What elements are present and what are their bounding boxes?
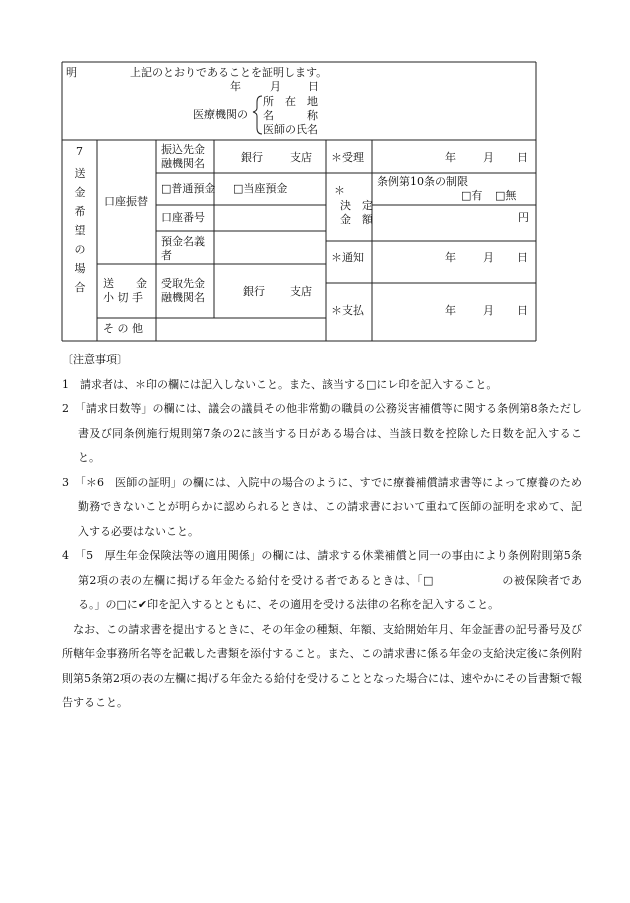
- limit-yes-checkbox[interactable]: □有: [461, 189, 483, 202]
- cert-date-year: 年: [230, 80, 241, 93]
- mei-label: 明: [66, 66, 77, 79]
- note-item-3: 3 「＊6 医師の証明」の欄には、入院中の場合のように、すでに療養補償請求書等によって療養のため勤務できないことが明らかに認められるときは、この請求書において重ねて医師の証明を求めて、記入する必要はないこと。: [62, 475, 582, 538]
- cert-date-month: 月: [270, 80, 281, 93]
- medical-institution-label: 医療機関の: [193, 108, 248, 121]
- section-number: 7: [76, 145, 83, 158]
- ordinance-limit-label: 条例第10条の制限: [377, 175, 468, 188]
- payment-day: 日: [517, 304, 528, 317]
- form-table-frame: [0, 0, 630, 345]
- yen-label: 円: [518, 211, 529, 224]
- notice-year: 年: [445, 251, 456, 264]
- note-item-1: 1 請求者は、＊印の欄には記入しないこと。また、該当する□にレ印を記入すること。: [62, 377, 498, 391]
- account-number-label: 口座番号: [161, 211, 205, 224]
- remittance-vertical-title: 送 金 希 望 の 場 合: [74, 167, 86, 294]
- other-label: そ の 他: [103, 322, 143, 335]
- certify-statement: 上記のとおりであることを証明します。: [130, 66, 328, 79]
- ordinary-deposit-checkbox[interactable]: □普通預金: [161, 182, 216, 195]
- bank-label-2: 銀行: [243, 285, 265, 298]
- decision-mark: ＊: [334, 184, 345, 197]
- bank-label: 銀行: [241, 151, 263, 164]
- note-item-2: 2 「請求日数等」の欄には、議会の議員その他非常勤の職員の公務災害補償等に関する条例第8条ただし書及び同条例施行規則第7条の2に該当する日がある場合は、当該日数を控除した日数を記入すること。: [62, 402, 582, 464]
- name-label: 名 称: [263, 109, 318, 122]
- transfer-bank-label: 振込先金 融機関名: [161, 143, 205, 170]
- receipt-month: 月: [483, 151, 494, 164]
- note-item-4-supplement: なお、この請求書を提出するときに、その年金の種類、年額、支給開始年月、年金証書の記号番号及び所轄年金事務所名等を記載した書類を添付すること。また、この請求書に係る年金の支給決定後に条例附則第5条第2項の表の左欄に掲げる年金たる給付を受けることとなった場合には、速やかにその旨書類で報告すること。: [62, 622, 582, 709]
- payment-label: ＊支払: [331, 304, 364, 317]
- doctor-name-label: 医師の氏名: [263, 123, 318, 136]
- notes-heading: 〔注意事項〕: [62, 353, 128, 366]
- branch-label-2: 支店: [290, 285, 312, 298]
- receiving-bank-label: 受取先金 融機関名: [161, 277, 205, 304]
- receipt-label: ＊受理: [331, 151, 364, 164]
- address-label: 所 在 地: [263, 95, 318, 108]
- account-holder-label: 預金名義 者: [161, 235, 205, 262]
- notes-section: [62, 348, 582, 716]
- branch-label: 支店: [290, 151, 312, 164]
- limit-no-checkbox[interactable]: □無: [495, 189, 517, 202]
- account-transfer-label: 口座振替: [104, 195, 148, 208]
- notice-day: 日: [517, 251, 528, 264]
- receipt-year: 年: [445, 151, 456, 164]
- notice-label: ＊通知: [331, 251, 364, 264]
- decision-amount-label: 決 定 金 額: [340, 199, 373, 226]
- payment-year: 年: [445, 304, 456, 317]
- receipt-day: 日: [517, 151, 528, 164]
- payment-month: 月: [483, 304, 494, 317]
- remittance-check-label: 送 金 小 切 手: [103, 277, 147, 304]
- notice-month: 月: [483, 251, 494, 264]
- cert-date-day: 日: [308, 80, 319, 93]
- note-item-4: 4 「5 厚生年金保険法等の適用関係」の欄には、請求する休業補償と同一の事由により条例附則第5条第2項の表の左欄に掲げる年金たる給付を受ける者であるときは、「□ の被保険者である。」の□に✔印を記入するとともに、その適用を受ける法律の名称を記入すること。: [62, 549, 582, 611]
- current-deposit-checkbox[interactable]: □当座預金: [233, 182, 288, 195]
